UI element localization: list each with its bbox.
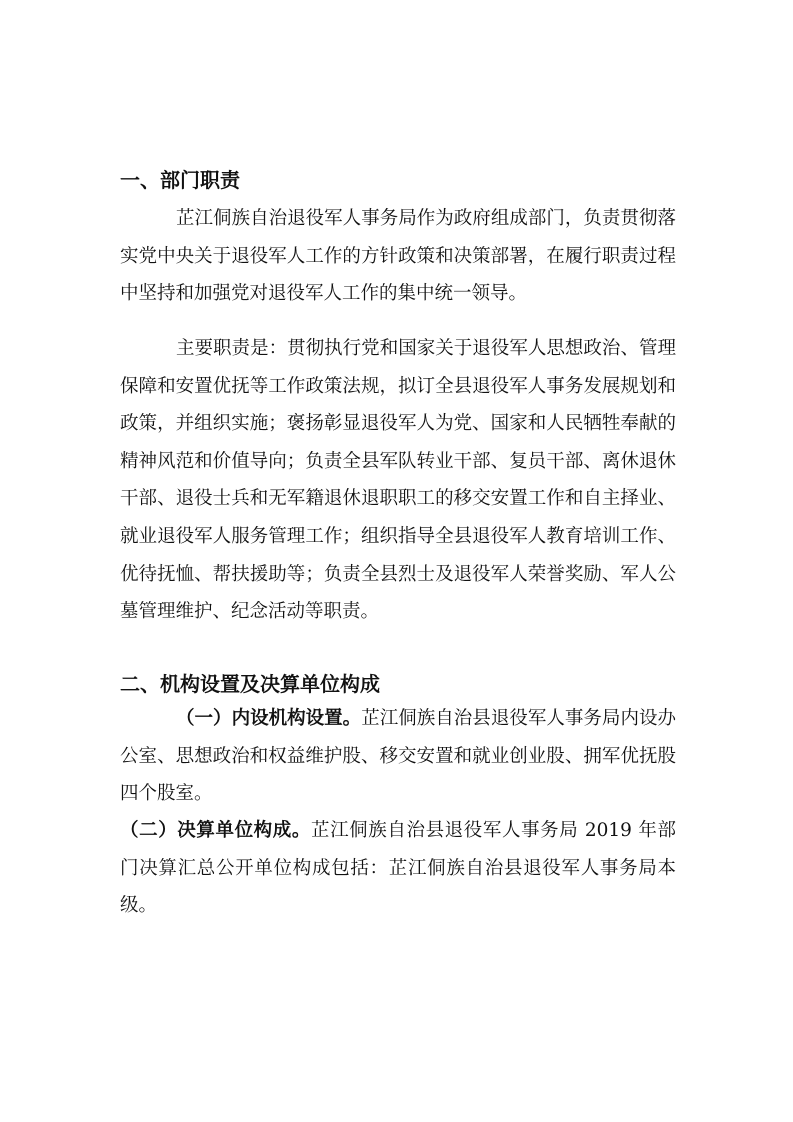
paragraph-accounting-units: [120, 812, 676, 925]
item-text-accounting-units: 芷江侗族自治县退役军人事务局 2019 年部门决算汇总公开单位构成包括：芷江侗族自治县退役军人事务局本级。: [120, 820, 676, 917]
section-heading-organization: 二、机构设置及决算单位构成: [120, 672, 380, 696]
paragraph-internal-structure: [120, 700, 676, 813]
paragraph-main-duties: 主要职责是：贯彻执行党和国家关于退役军人思想政治、管理保障和安置优抚等工作政策法规，拟订全县退役军人事务发展规划和政策，并组织实施；褒扬彰显退役军人为党、国家和人民牺牲奉献的精神风范和价值导向；负责全县军队转业干部、复员干部、离休退休干部、退役士兵和无军籍退休退职职工的移交安置工作和自主择业、就业退役军人服务管理工作；组织指导全县退役军人教育培训工作、优待抚恤、帮扶援助等；负责全县烈士及退役军人荣誉奖励、军人公墓管理维护、纪念活动等职责。: [120, 338, 676, 623]
section-heading-responsibilities: 一、部门职责: [120, 168, 240, 192]
item-text-internal-structure: 芷江侗族自治县退役军人事务局内设办公室、思想政治和权益维护股、移交安置和就业创业股、拥军优抚股四个股室。: [120, 708, 676, 805]
item-lead-internal-structure: （一）内设机构设置。: [176, 708, 362, 729]
paragraph-department-role: 芷江侗族自治退役军人事务局作为政府组成部门，负责贯彻落实党中央关于退役军人工作的方针政策和决策部署，在履行职责过程中坚持和加强党对退役军人工作的集中统一领导。: [120, 208, 676, 305]
item-lead-accounting-units: （二）决算单位构成。: [120, 820, 311, 841]
